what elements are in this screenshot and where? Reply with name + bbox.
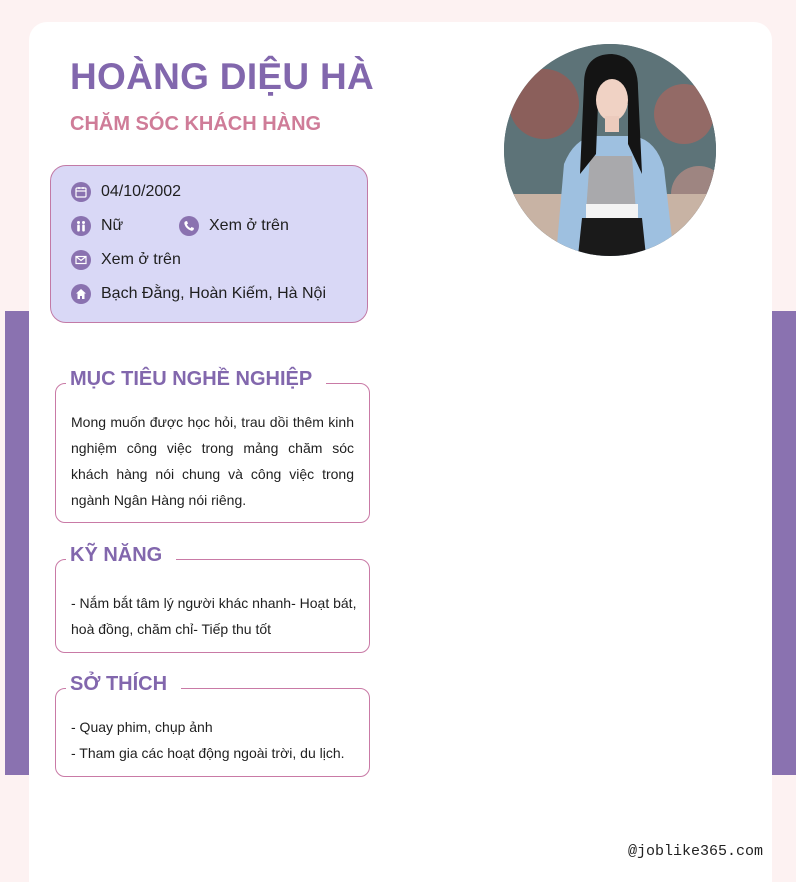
gender-value: Nữ [101, 217, 124, 234]
hobbies-section [55, 673, 370, 777]
hobby-item: - Quay phim, chụp ảnh [71, 719, 213, 735]
profile-photo-illustration [504, 44, 716, 256]
gender-row [71, 216, 123, 236]
calendar-icon [71, 182, 91, 202]
email-value[interactable]: Xem ở trên [101, 251, 181, 268]
gender-icon [71, 216, 91, 236]
contact-info-box [50, 165, 368, 323]
address-value: Bạch Đằng, Hoàn Kiếm, Hà Nội [101, 285, 326, 302]
profile-photo [504, 44, 716, 256]
phone-row [179, 216, 289, 236]
email-row [71, 250, 181, 270]
skills-section [55, 544, 370, 653]
phone-icon [179, 216, 199, 236]
right-accent-band [772, 311, 796, 775]
candidate-position: CHĂM SÓC KHÁCH HÀNG [70, 113, 322, 135]
career-objective-title: MỤC TIÊU NGHỀ NGHIỆP [66, 368, 326, 391]
skills-text: - Nắm bắt tâm lý người khác nhanh- Hoạt bát, hoà đồng, chăm chỉ- Tiếp thu tốt [71, 595, 357, 637]
birthday-value: 04/10/2002 [101, 183, 182, 200]
address-row [71, 284, 326, 304]
home-icon [71, 284, 91, 304]
birthday-row [71, 182, 181, 202]
hobbies-title: SỞ THÍCH [66, 673, 181, 696]
watermark-text: @joblike365.com [628, 843, 764, 860]
hobbies-list [71, 714, 361, 766]
hobby-item: - Tham gia các hoạt động ngoài trời, du lịch. [71, 745, 345, 761]
mail-icon [71, 250, 91, 270]
candidate-name: HOÀNG DIỆU HÀ [70, 56, 375, 97]
phone-value[interactable]: Xem ở trên [209, 217, 289, 234]
career-objective-text: Mong muốn được học hỏi, trau dồi thêm kinh nghiệm công việc trong mảng chăm sóc khách hàng nói chung và công việc trong ngành Ngân Hàng nói riêng. [71, 414, 354, 508]
career-objective-section [55, 368, 370, 523]
cv-page [29, 22, 772, 882]
left-accent-band [5, 311, 29, 775]
skills-title: KỸ NĂNG [66, 544, 176, 567]
